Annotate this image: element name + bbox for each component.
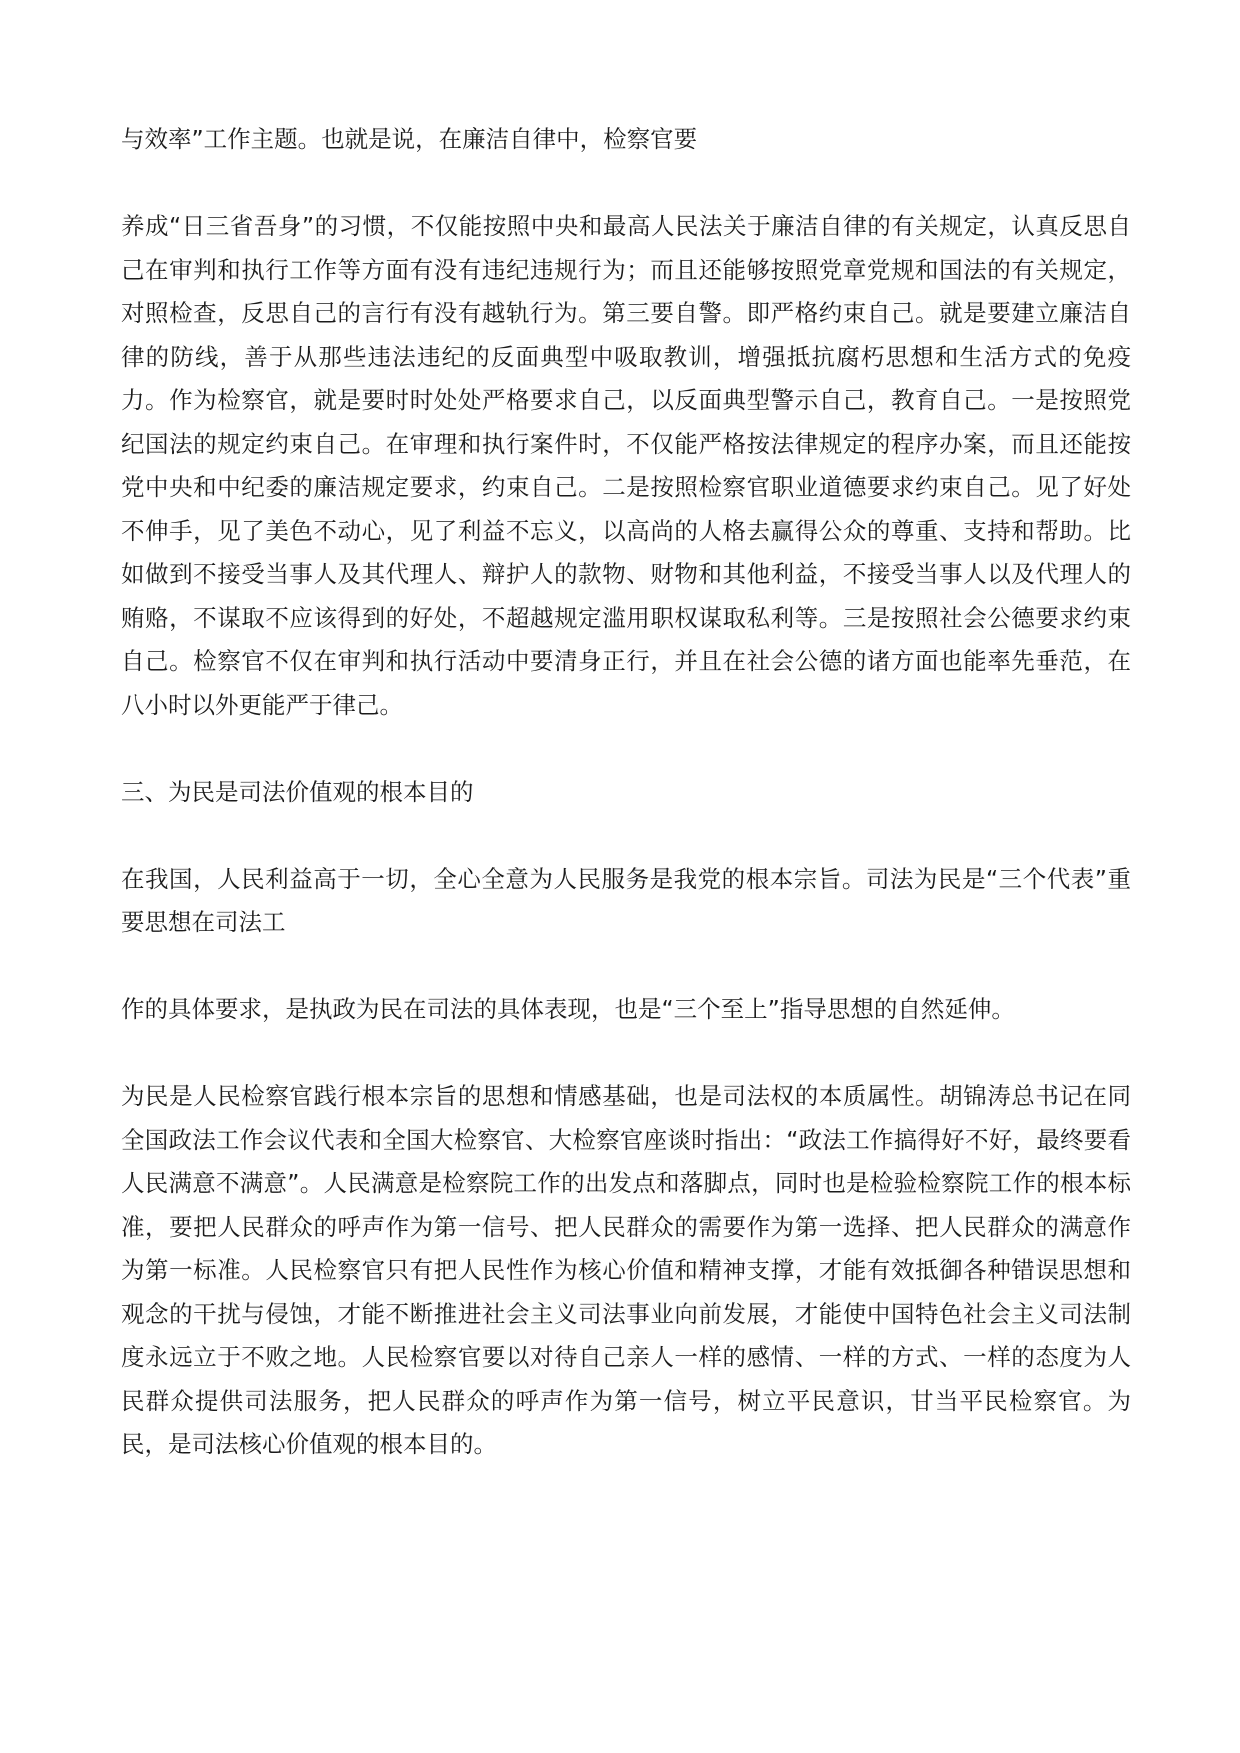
paragraph-continuation: 与效率”工作主题。也就是说，在廉洁自律中，检察官要 [121,125,698,153]
paragraph-spacer [121,945,1131,989]
section-heading: 三、为民是司法价值观的根本目的 [121,777,474,806]
paragraph-self-discipline: 养成“日三省吾身”的习惯，不仅能按照中央和最高人民法关于廉洁自律的有关规定，认真反思自己在审判和执行工作等方面有没有违纪违规行为；而且还能够按照党章党规和国法的有关规定，对照检查，反思自己的言行有没有越轨行为。第三要自警。即严格约束自己。就是要建立廉洁自律的防线，善于从那些违法违纪的反面典型中吸取教训，增强抵抗腐朽思想和生活方式的免疫力。作为检察官，就是要时时处处严格要求自己，以反面典型警示自己，教育自己。一是按照党纪国法的规定约束自己。在审理和执行案件时，不仅能严格按法律规定的程序办案，而且还能按党中央和中纪委的廉洁规定要求，约束自己。二是按照检察官职业道德要求约束自己。见了好处不伸手，见了美色不动心，见了利益不忘义，以高尚的人格去赢得公众的尊重、支持和帮助。比如做到不接受当事人及其代理人、辩护人的款物、财物和其他利益，不接受当事人以及代理人的贿赂，不谋取不应该得到的好处，不超越规定滥用职权谋取私利等。三是按照社会公德要求约束自己。检察官不仅在审判和执行活动中要清身正行，并且在社会公德的诸方面也能率先垂范，在八小时以外更能严于律己。 [121,212,1131,719]
paragraph-people-interest: 在我国，人民利益高于一切，全心全意为人民服务是我党的根本宗旨。司法为民是“三个代表”重要思想在司法工 [121,864,1131,936]
paragraph-spacer [121,1032,1131,1076]
paragraph-specific-requirements: 作的具体要求，是执政为民在司法的具体表现，也是“三个至上”指导思想的自然延伸。 [121,995,1015,1023]
document-body [121,118,1131,1467]
paragraph-spacer [121,727,1131,771]
paragraph-serving-people: 为民是人民检察官践行根本宗旨的思想和情感基础，也是司法权的本质属性。胡锦涛总书记在同全国政法工作会议代表和全国大检察官、大检察官座谈时指出：“政法工作搞得好不好，最终要看人民满意不满意”。人民满意是检察院工作的出发点和落脚点，同时也是检验检察院工作的根本标准，要把人民群众的呼声作为第一信号、把人民群众的需要作为第一选择、把人民群众的满意作为第一标准。人民检察官只有把人民性作为核心价值和精神支撑，才能有效抵御各种错误思想和观念的干扰与侵蚀，才能不断推进社会主义司法事业向前发展，才能使中国特色社会主义司法制度永远立于不败之地。人民检察官要以对待自己亲人一样的感情、一样的方式、一样的态度为人民群众提供司法服务，把人民群众的呼声作为第一信号，树立平民意识，甘当平民检察官。为民，是司法核心价值观的根本目的。 [121,1082,1131,1458]
paragraph-spacer [121,814,1131,858]
paragraph-spacer [121,162,1131,206]
